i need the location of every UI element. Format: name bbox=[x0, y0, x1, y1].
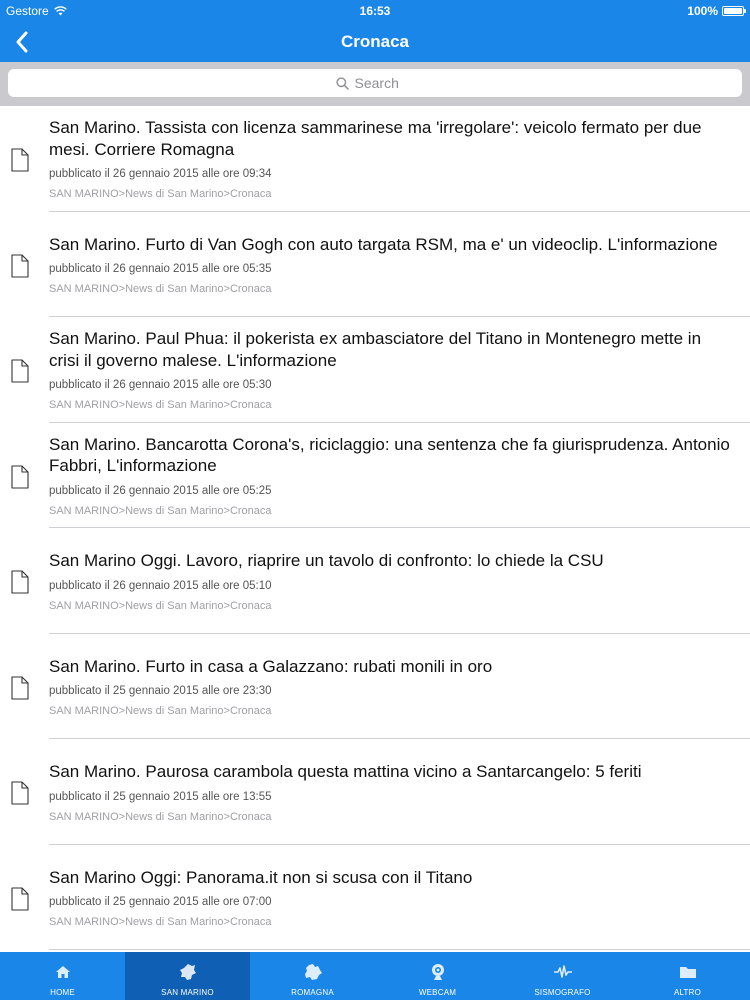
article-category-path: SAN MARINO>News di San Marino>Cronaca bbox=[49, 916, 272, 928]
article-date: pubblicato il 26 gennaio 2015 alle ore 05:25 bbox=[49, 484, 272, 497]
folder-icon bbox=[678, 962, 698, 982]
battery-indicator bbox=[687, 4, 744, 18]
tab-romagna[interactable] bbox=[250, 952, 375, 1000]
article-category-path: SAN MARINO>News di San Marino>Cronaca bbox=[49, 599, 272, 612]
search-bar bbox=[0, 62, 750, 106]
article-row[interactable] bbox=[0, 739, 750, 845]
article-title: San Marino Oggi. Lavoro, riaprire un tavolo di confronto: lo chiede la CSU bbox=[49, 551, 604, 570]
navigation-bar bbox=[0, 22, 750, 62]
article-date: pubblicato il 26 gennaio 2015 alle ore 05:30 bbox=[49, 379, 272, 392]
article-row[interactable] bbox=[0, 212, 750, 318]
document-icon bbox=[11, 887, 29, 911]
article-category-path: SAN MARINO>News di San Marino>Cronaca bbox=[49, 810, 272, 823]
tab-label: HOME bbox=[50, 988, 75, 997]
tab-altro[interactable] bbox=[625, 952, 750, 1000]
home-icon bbox=[53, 962, 73, 982]
tab-label: SISMOGRAFO bbox=[534, 988, 591, 997]
article-row[interactable] bbox=[0, 423, 750, 529]
article-date: pubblicato il 26 gennaio 2015 alle ore 09:34 bbox=[49, 168, 272, 181]
tab-webcam[interactable] bbox=[375, 952, 500, 1000]
tab-home[interactable] bbox=[0, 952, 125, 1000]
article-category-path: SAN MARINO>News di San Marino>Cronaca bbox=[49, 399, 272, 412]
article-row[interactable] bbox=[0, 845, 750, 951]
tab-label: ROMAGNA bbox=[291, 988, 334, 997]
search-field[interactable] bbox=[8, 69, 742, 97]
document-icon bbox=[11, 254, 29, 278]
tab-bar bbox=[0, 952, 750, 1000]
tab-san-marino[interactable] bbox=[125, 952, 250, 1000]
folder-icon-glyph bbox=[679, 965, 697, 979]
document-icon bbox=[11, 465, 29, 489]
status-bar bbox=[0, 0, 750, 22]
article-category-path: SAN MARINO>News di San Marino>Cronaca bbox=[49, 705, 272, 717]
article-row[interactable] bbox=[0, 634, 750, 740]
tab-label: ALTRO bbox=[673, 988, 702, 997]
article-list[interactable] bbox=[0, 106, 750, 952]
carrier-name: Gestore bbox=[6, 4, 49, 18]
document-icon bbox=[11, 570, 29, 594]
article-date: pubblicato il 26 gennaio 2015 alle ore 05:35 bbox=[49, 263, 272, 275]
article-category-path: SAN MARINO>News di San Marino>Cronaca bbox=[49, 188, 272, 201]
page-title: Cronaca bbox=[340, 32, 410, 51]
article-title: San Marino. Tassista con licenza sammarinese ma 'irregolare': veicolo fermato per due mesi. Corriere Romagna bbox=[49, 118, 702, 159]
document-icon bbox=[11, 359, 29, 383]
article-date: pubblicato il 25 gennaio 2015 alle ore 07:00 bbox=[49, 896, 272, 908]
article-category-path: SAN MARINO>News di San Marino>Cronaca bbox=[49, 504, 272, 517]
san-marino-map-icon bbox=[178, 962, 198, 982]
tab-label: SAN MARINO bbox=[161, 988, 214, 997]
seismograph-icon bbox=[553, 962, 573, 982]
article-row[interactable] bbox=[0, 528, 750, 634]
article-title: San Marino. Furto in casa a Galazzano: rubati monili in oro bbox=[49, 656, 493, 676]
article-date: pubblicato il 26 gennaio 2015 alle ore 05:10 bbox=[49, 579, 272, 592]
webcam-icon bbox=[428, 962, 448, 982]
tab-sismografo[interactable] bbox=[500, 952, 625, 1000]
clock: 16:53 bbox=[359, 4, 391, 18]
romagna-map-icon bbox=[303, 962, 323, 982]
article-category-path: SAN MARINO>News di San Marino>Cronaca bbox=[49, 283, 272, 295]
article-title: San Marino. Furto di Van Gogh con auto targata RSM, ma e' un videoclip. L'informazione bbox=[49, 234, 718, 254]
article-row[interactable] bbox=[0, 317, 750, 423]
article-title: San Marino. Paul Phua: il pokerista ex ambasciatore del Titano in Montenegro mette in crisi il governo malese. L'informazione bbox=[49, 329, 702, 370]
seismograph-icon-glyph bbox=[553, 965, 573, 979]
document-icon bbox=[11, 676, 29, 700]
romagna-map-icon-glyph bbox=[303, 963, 323, 981]
search-input[interactable] bbox=[355, 75, 415, 91]
article-date: pubblicato il 25 gennaio 2015 alle ore 13:55 bbox=[49, 790, 272, 803]
article-title: San Marino Oggi: Panorama.it non si scusa con il Titano bbox=[49, 867, 473, 887]
document-icon bbox=[11, 781, 29, 805]
article-row[interactable] bbox=[0, 106, 750, 212]
battery-icon bbox=[722, 6, 744, 16]
tab-label: WEBCAM bbox=[418, 988, 457, 997]
san-marino-map-icon-glyph bbox=[179, 963, 197, 981]
search-icon bbox=[336, 77, 349, 90]
article-title: San Marino. Bancarotta Corona's, riciclaggio: una sentenza che fa giurisprudenza. Antonio Fabbri, L'informazione bbox=[49, 434, 730, 476]
webcam-icon-glyph bbox=[430, 963, 446, 981]
home-icon-glyph bbox=[55, 965, 71, 979]
document-icon bbox=[11, 148, 29, 172]
article-date: pubblicato il 25 gennaio 2015 alle ore 23:30 bbox=[49, 685, 272, 697]
battery-level: 100% bbox=[687, 4, 718, 18]
article-title: San Marino. Paurosa carambola questa mattina vicino a Santarcangelo: 5 feriti bbox=[49, 762, 642, 781]
